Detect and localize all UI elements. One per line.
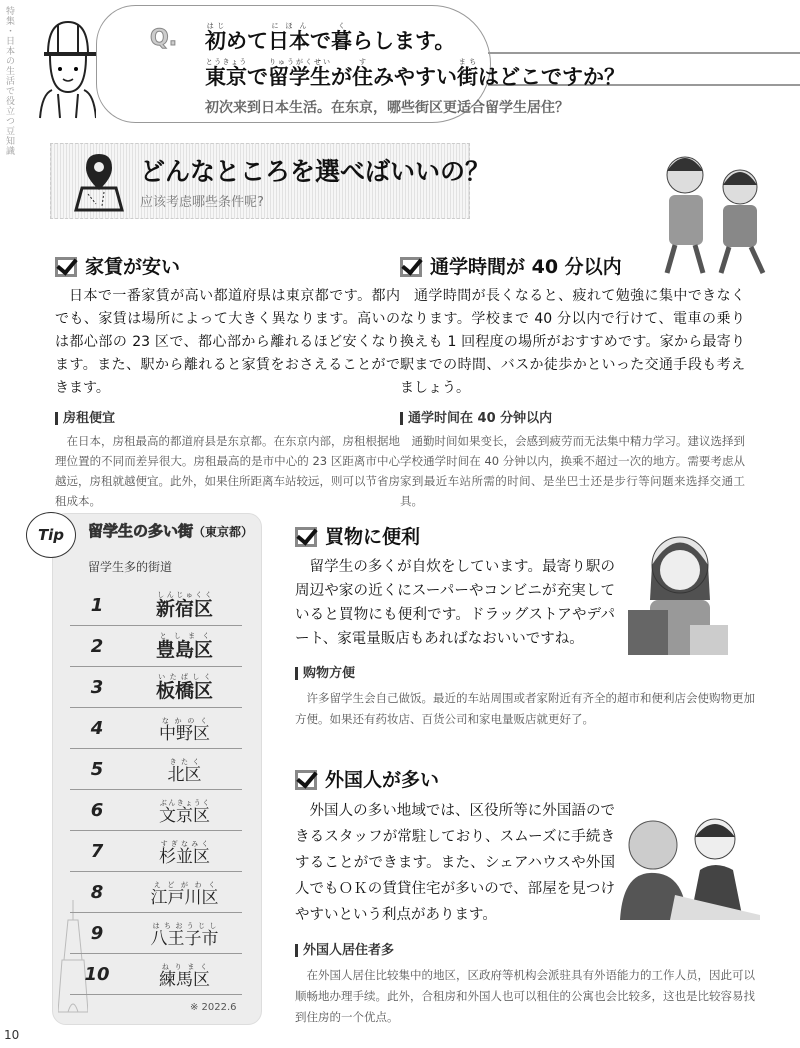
text-run: で [247,65,268,89]
district-name-text: 文京区 [159,806,210,826]
text-run: はどこですか？ [478,65,625,89]
district-name-text: 中野区 [159,724,210,744]
rank-number: 8 [90,881,104,903]
district-name [124,749,242,789]
district-reading: はちおうじし [150,922,219,930]
district-name [124,708,242,748]
banner-subtitle: 应该考虑哪些条件呢? [140,195,264,210]
section-body-cn: 在外国人居住比较集中的地区，区政府等机构会派驻具有外语能力的工作人员，因此可以顺畅地办理手续。此外，合租房和外国人也可以租住的公寓也会比较多，这也是比较容易找到住房的一个优点。 [295,968,755,1024]
district-name-text: 板橋区 [155,680,213,702]
section-title: 家賃が安い [85,256,181,278]
district-name [124,872,242,912]
section-body-jp: 留学生の多くが自炊をしています。最寄り駅の周辺や家の近くにスーパーやコンビニが充実していると買物にも便利です。ドラッグストアやデパート、家電量販店もあればなおいいですね。 [295,559,615,647]
checkbox-icon [295,527,317,547]
ranking-row [70,708,242,749]
section-body-cn: 许多留学生会自己做饭。最近的车站周围或者家附近有齐全的超市和便利店会使购物更加方便。如果还有药妆店、百货公司和家电量贩店就更好了。 [295,691,755,726]
ruby-word: 暮く [331,22,352,53]
section-subhead: 房租便宜 [55,412,400,425]
district-name [124,790,242,830]
district-name-text: 杉並区 [159,847,210,867]
section-subhead: 外国人居住者多 [295,944,755,957]
district-name [124,913,242,953]
section-body-cn: 通勤时间如果变长，会感到疲劳而无法集中精力学习。建议选择到学校通学时间在 40 分钟以内，换乘不超过一次的地方。需要考虑从家到最近车站所需的时间、是坐巴士还是步行等问题来选择交通工具。 [400,434,745,508]
district-reading: としまく [155,632,213,640]
district-reading: きたく [167,758,202,766]
ranking-row [70,790,242,831]
consultation-illustration [615,815,760,920]
district-reading: なかのく [159,717,210,725]
ranking-row [70,749,242,790]
section-body-jp: 通学時間が長くなると、疲れて勉強に集中できなくなります。学校まで 40 分以内で行けて、電車の乗り換えも 1 回程度の場所がおすすめです。家から最寄り駅までの時間、バスか徒歩かといった交通手段も考えましょう。 [400,288,745,396]
section-title: 買物に便利 [325,526,421,548]
ruby-word: 住す [352,58,373,89]
district-ranking [70,585,242,995]
district-reading: すぎなみく [159,840,210,848]
district-name-text: 八王子市 [150,929,219,949]
text-run: めて [226,29,268,53]
question-line-1 [205,22,455,55]
tip-subtitle: 留学生多的街道 [88,560,173,574]
text-run: らします。 [352,29,456,53]
district-name [124,667,242,707]
rank-number: 3 [90,676,104,698]
text-run: が [331,65,352,89]
ranking-row [70,913,242,954]
section-title: 通学時間が 40 分以内 [430,256,622,278]
question-line-2 [205,58,625,91]
tip-title-paren: （東京都） [193,525,254,539]
rank-number: 4 [90,717,104,739]
ranking-row [70,831,242,872]
ruby-word: 初はじ [205,22,226,53]
checkbox-icon [400,257,422,277]
text-run: みやすい [373,65,457,89]
data-date-note: ※ 2022.6 [190,1002,237,1013]
student-icon [38,14,96,119]
rank-number: 7 [90,840,104,862]
rank-number: 5 [90,758,104,780]
rank-number: 6 [90,799,104,821]
section-body-jp: 日本で一番家賃が高い都道府県は東京都です。都内でも、家賃は場所によって大きく異なります。高いのは都心部の 23 区で、都心部から離れるほど安くなります。また、駅から離れると家賃をおさえることができます。 [55,288,400,396]
district-name-text: 北区 [167,765,202,785]
series-label: 特集・日本の生活で役立つ豆知識 [4,6,14,156]
district-reading: えどがわく [150,881,219,889]
section-shopping [295,522,755,730]
section-subhead: 通学时间在 40 分钟以内 [400,412,745,425]
district-name [124,954,242,994]
ruby-word: 留学生りゅうがくせい [268,58,331,89]
page-number: 10 [4,1028,20,1042]
ranking-row [70,585,242,626]
q-mark: Q. [150,26,178,51]
ranking-row [70,954,242,995]
district-reading: しんじゅくく [155,591,213,599]
tip-title-text: 留学生の多い街 [88,522,194,540]
section-rent [55,252,400,511]
divider [488,52,800,54]
district-reading: ぶんきょうく [159,799,210,807]
section-title: 外国人が多い [325,769,440,791]
section-body-cn: 在日本，房租最高的都道府县是东京都。在东京内部，房租根据地理位置的不同而差异很大。房租最高的是市中心的 23 区距离市中心越远，房租就越便宜。此外，如果住所距离车站较远，则可以节省房租成本。 [55,434,400,508]
ranking-row [70,872,242,913]
section-subhead: 购物方便 [295,667,755,680]
question-chinese: 初次来到日本生活。在东京，哪些街区更适合留学生居住？ [205,100,569,116]
section-commute [400,252,745,511]
tip-badge: Tip [26,512,76,558]
district-name-text: 練馬区 [159,970,210,990]
district-name-text: 豊島区 [155,639,213,661]
ruby-word: 街まち [457,58,478,89]
district-name [124,585,242,625]
rank-number: 10 [84,963,110,985]
ruby-word: 日本にほん [268,22,310,53]
rank-number: 1 [90,594,104,616]
section-body-jp: 外国人の多い地域では、区役所等に外国語のできるスタッフが常駐しており、スムーズに手続きすることができます。また、シェアハウスや外国人でもＯＫの賃貸住宅が多いので、部屋を見つけやすいという利点があります。 [295,803,615,923]
shopper-illustration [620,530,730,655]
ranking-row [70,626,242,667]
district-name-text: 江戸川区 [150,888,219,908]
rank-number: 9 [90,922,104,944]
map-pin-icon [74,152,124,212]
ranking-row [70,667,242,708]
tip-title [88,520,253,541]
ruby-word: 東京とうきょう [205,58,247,89]
district-reading: いたばしく [155,673,213,681]
banner-title: どんなところを選べばいいの？ [140,157,491,186]
district-reading: ねりまく [159,963,210,971]
section-foreigners [295,765,755,1028]
rank-number: 2 [90,635,104,657]
district-name [124,626,242,666]
district-name-text: 新宿区 [155,598,213,620]
text-run: で [310,29,331,53]
checkbox-icon [55,257,77,277]
district-name [124,831,242,871]
checkbox-icon [295,770,317,790]
